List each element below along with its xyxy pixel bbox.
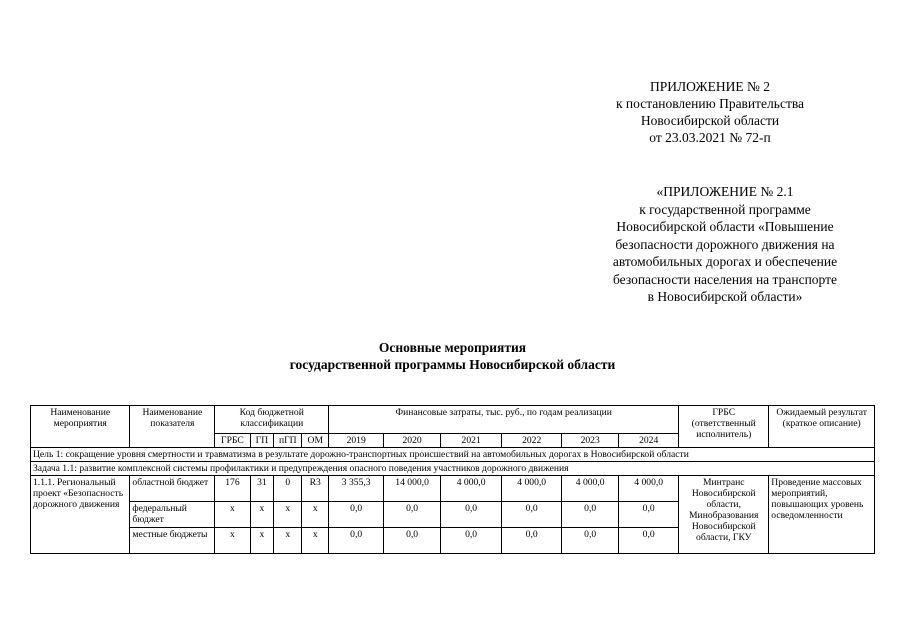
program-appendix-line: «ПРИЛОЖЕНИЕ № 2.1: [656, 184, 794, 199]
value-cell: 0,0: [562, 502, 619, 528]
header-code-grbs: ГРБС: [215, 434, 250, 448]
header-expected-result: Ожидаемый результат (краткое описание): [769, 406, 875, 448]
value-cell: 0,0: [441, 502, 502, 528]
header-responsible: ГРБС (ответственный исполнитель): [679, 406, 769, 448]
value-cell: 4 000,0: [502, 476, 562, 502]
value-cell: 0,0: [619, 528, 679, 554]
header-indicator-name: Наименование показателя: [130, 406, 215, 448]
code-cell: 0: [274, 476, 302, 502]
value-cell: 4 000,0: [619, 476, 679, 502]
header-code-om: ОМ: [302, 434, 329, 448]
header-year: 2020: [384, 434, 441, 448]
program-appendix-header: [580, 183, 870, 306]
code-cell: 31: [250, 476, 274, 502]
code-cell: x: [215, 528, 250, 554]
code-cell: x: [302, 528, 329, 554]
header-code-gp: ГП: [250, 434, 274, 448]
program-appendix-line: безопасности дорожного движения на: [615, 236, 835, 252]
goal-text: Цель 1: сокращение уровня смертности и травматизма в результате дорожно-транспортных происшествий на автомобильных дорогах в Новосибирской области: [31, 448, 875, 462]
value-cell: 0,0: [384, 502, 441, 528]
value-cell: 3 355,3: [329, 476, 384, 502]
header-event-name: Наименование мероприятия: [31, 406, 130, 448]
task-row: [31, 462, 875, 476]
value-cell: 0,0: [502, 502, 562, 528]
responsible-cell: Минтранс Новосибирской области, Минобразования Новосибирской области, ГКУ: [679, 476, 769, 554]
program-appendix-line: Новосибирской области «Повышение: [616, 219, 834, 234]
header-financing: Финансовые затраты, тыс. руб., по годам реализации: [329, 406, 679, 434]
table-header-row: [31, 406, 875, 434]
value-cell: 4 000,0: [441, 476, 502, 502]
event-name: 1.1.1. Региональный проект «Безопасность дорожного движения: [31, 476, 130, 554]
expected-result-cell: Проведение массовых мероприятий, повышающих уровень осведомленности: [769, 476, 875, 554]
value-cell: 0,0: [329, 502, 384, 528]
appendix-header-line: ПРИЛОЖЕНИЕ № 2: [649, 79, 771, 94]
value-cell: 0,0: [619, 502, 679, 528]
indicator-cell: местные бюджеты: [130, 528, 215, 554]
value-cell: 0,0: [441, 528, 502, 554]
program-appendix-line: к государственной программе: [639, 201, 811, 217]
value-cell: 0,0: [329, 528, 384, 554]
header-year: 2024: [619, 434, 679, 448]
header-budget-code: Код бюджетной классификации: [215, 406, 329, 434]
header-year: 2022: [502, 434, 562, 448]
value-cell: 0,0: [562, 528, 619, 554]
code-cell: x: [250, 502, 274, 528]
task-text: Задача 1.1: развитие комплексной системы профилактики и предупреждения опасного поведения участников дорожного движения: [31, 462, 875, 476]
value-cell: 14 000,0: [384, 476, 441, 502]
code-cell: R3: [302, 476, 329, 502]
code-cell: x: [274, 528, 302, 554]
header-year: 2023: [562, 434, 619, 448]
appendix-header-line: Новосибирской области: [640, 113, 780, 128]
code-cell: x: [302, 502, 329, 528]
table-row: [31, 476, 875, 502]
goal-row: [31, 448, 875, 462]
document-title-line-2: государственной программы Новосибирской области: [289, 357, 616, 372]
appendix-header-line: от 23.03.2021 № 72-п: [649, 130, 771, 145]
value-cell: 0,0: [502, 528, 562, 554]
code-cell: x: [215, 502, 250, 528]
main-activities-table: [30, 405, 875, 554]
document-title: [0, 339, 905, 373]
header-code-pgp: пГП: [274, 434, 302, 448]
program-appendix-line: безопасности населения на транспорте: [612, 271, 838, 287]
header-year: 2019: [329, 434, 384, 448]
code-cell: x: [250, 528, 274, 554]
document-title-line-1: Основные мероприятия: [378, 340, 527, 355]
code-cell: x: [274, 502, 302, 528]
appendix-header: [560, 78, 860, 146]
value-cell: 0,0: [384, 528, 441, 554]
program-appendix-line: в Новосибирской области»: [647, 289, 803, 304]
appendix-header-line: к постановлению Правительства: [615, 96, 805, 111]
code-cell: 176: [215, 476, 250, 502]
value-cell: 4 000,0: [562, 476, 619, 502]
header-year: 2021: [441, 434, 502, 448]
indicator-cell: областной бюджет: [130, 476, 215, 502]
indicator-cell: федеральный бюджет: [130, 502, 215, 528]
program-appendix-line: автомобильных дорогах и обеспечение: [612, 254, 838, 269]
